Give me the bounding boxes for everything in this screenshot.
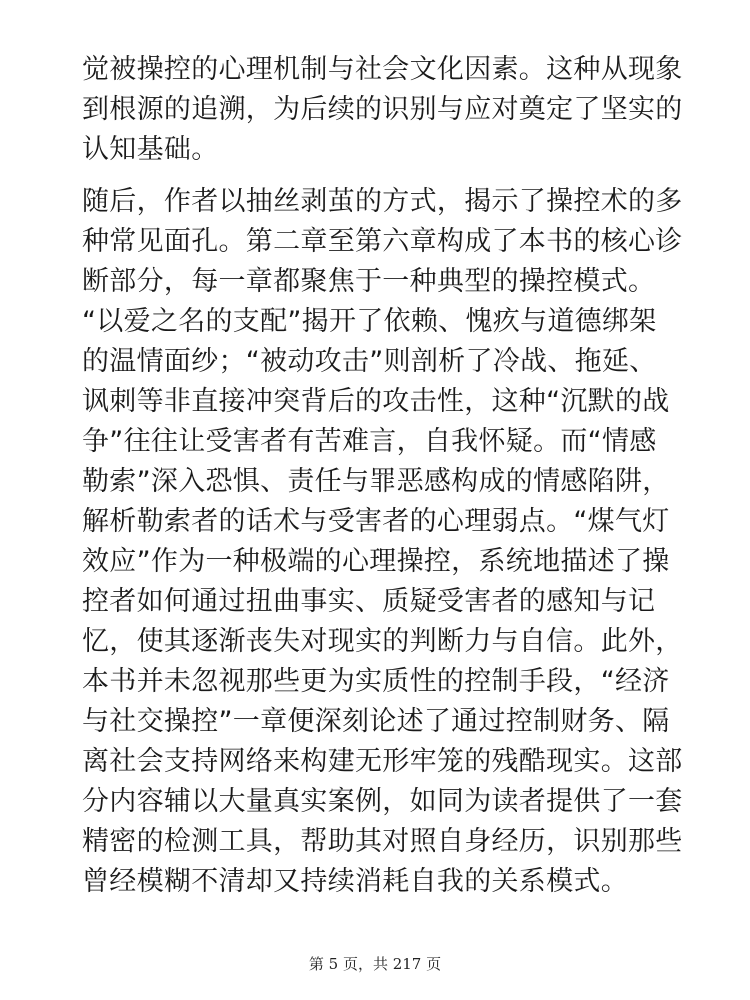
text-line: 的温情面纱；“被动攻击”则剖析了冷战、拖延、 [82, 346, 657, 377]
text-line: 随后，作者以抽丝剥茧的方式，揭示了操控术的多 [82, 186, 683, 217]
text-line: 离社会支持网络来构建无形牢笼的残酷现实。这部 [82, 746, 683, 777]
text-line: 觉被操控的心理机制与社会文化因素。这种从现象 [82, 54, 683, 85]
text-line: 忆，使其逐渐丧失对现实的判断力与自信。此外， [82, 626, 683, 657]
paragraph-1 [82, 50, 683, 170]
text-line: 控者如何通过扭曲事实、质疑受害者的感知与记 [82, 586, 656, 617]
text-line: 断部分，每一章都聚焦于一种典型的操控模式。 [82, 266, 656, 297]
text-line: 到根源的追溯，为后续的识别与应对奠定了坚实的 [82, 94, 683, 125]
text-line: 认知基础。 [82, 134, 219, 165]
paragraph-2 [82, 182, 683, 902]
text-line: 勒索”深入恐惧、责任与罪恶感构成的情感陷阱， [82, 466, 670, 497]
text-line: 与社交操控”一章便深刻论述了通过控制财务、隔 [82, 706, 670, 737]
text-line: 精密的检测工具，帮助其对照自身经历，识别那些 [82, 826, 683, 857]
text-line: 曾经模糊不清却又持续消耗自我的关系模式。 [82, 866, 628, 897]
text-line: 解析勒索者的话术与受害者的心理弱点。“煤气灯 [82, 506, 670, 537]
text-line: 争”往往让受害者有苦难言，自我怀疑。而“情感 [82, 426, 657, 457]
text-line: 本书并未忽视那些更为实质性的控制手段，“经济 [82, 666, 670, 697]
text-line: 分内容辅以大量真实案例，如同为读者提供了一套 [82, 786, 683, 817]
page-number-footer: 第 5 页，共 217 页 [308, 955, 442, 973]
text-line: “以爱之名的支配”揭开了依赖、愧疚与道德绑架 [82, 306, 657, 337]
text-line: 效应”作为一种极端的心理操控，系统地描述了操 [82, 546, 670, 577]
text-line: 种常见面孔。第二章至第六章构成了本书的核心诊 [82, 226, 683, 257]
text-line: 讽刺等非直接冲突背后的攻击性，这种“沉默的战 [82, 386, 670, 417]
